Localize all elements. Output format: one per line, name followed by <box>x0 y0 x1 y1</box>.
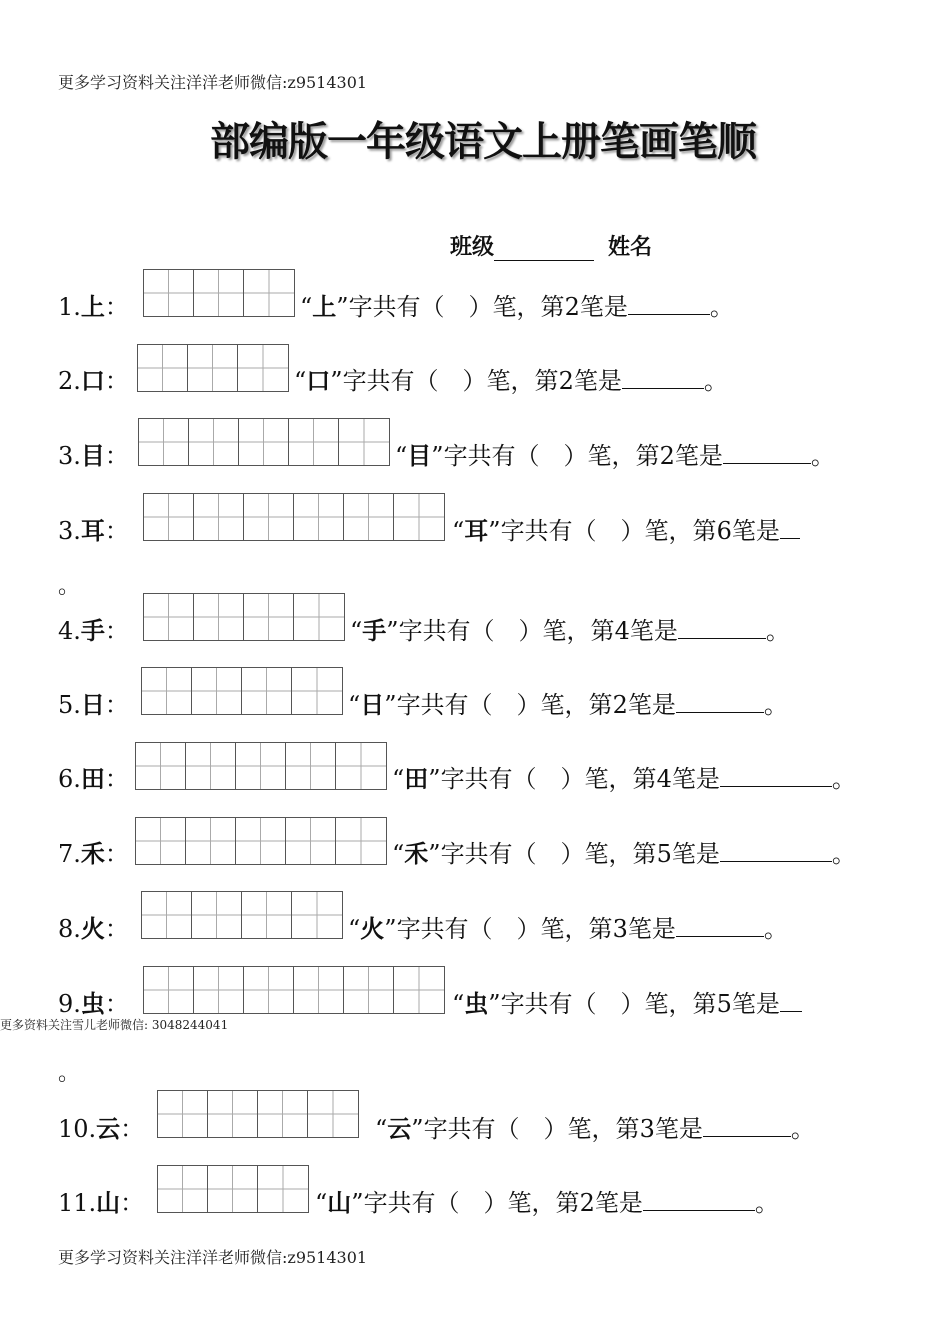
question-char: 云 <box>387 1114 412 1143</box>
end-mark: 。 <box>763 691 788 719</box>
item-char: 虫 <box>80 989 105 1018</box>
quote-open: “ <box>300 293 313 321</box>
quote-close: ” <box>428 840 441 868</box>
grid-cell[interactable] <box>139 419 189 465</box>
stroke-number: 6 <box>716 517 732 545</box>
grid-cell[interactable] <box>294 494 344 540</box>
grid-cell[interactable] <box>144 270 194 316</box>
grid-cell[interactable] <box>236 818 286 864</box>
stroke-number: 5 <box>656 840 672 868</box>
grid-cell[interactable] <box>344 967 394 1013</box>
item-label <box>58 611 129 646</box>
question-part2: 笔是 <box>654 1115 703 1143</box>
grid-cell[interactable] <box>336 818 386 864</box>
quote-close: ” <box>336 293 349 321</box>
grid-cell[interactable] <box>194 967 244 1013</box>
grid-cell[interactable] <box>144 494 194 540</box>
end-mark: 。 <box>831 840 856 868</box>
answer-blank[interactable] <box>720 764 832 787</box>
item-number: 7. <box>58 840 81 868</box>
question-part1: 字共有（ ）笔，第 <box>440 765 657 793</box>
quote-open: “ <box>348 915 361 943</box>
writing-grid[interactable] <box>138 418 390 466</box>
question-part2: 笔是 <box>573 367 622 395</box>
quote-close: ” <box>428 765 441 793</box>
item-char: 火 <box>80 914 105 943</box>
stroke-number: 3 <box>612 915 628 943</box>
item-number: 2. <box>58 367 81 395</box>
grid-cell[interactable] <box>188 345 238 391</box>
quote-close: ” <box>411 1115 424 1143</box>
question-text <box>392 759 856 794</box>
question-text <box>375 1109 815 1144</box>
item-colon: ： <box>104 990 129 1018</box>
stroke-number: 2 <box>564 293 580 321</box>
question-part1: 字共有（ ）笔，第 <box>363 1189 580 1217</box>
question-part1: 字共有（ ）笔，第 <box>348 293 565 321</box>
question-part2: 笔是 <box>674 442 723 470</box>
item-label <box>58 759 129 794</box>
grid-cell[interactable] <box>294 594 344 640</box>
writing-grid[interactable] <box>141 667 343 715</box>
grid-cell[interactable] <box>286 743 336 789</box>
item-label <box>58 1183 144 1218</box>
quote-open: “ <box>350 617 363 645</box>
question-char: 上 <box>312 292 337 321</box>
item-label <box>58 436 129 471</box>
question-part1: 字共有（ ）笔，第 <box>396 691 613 719</box>
stroke-number: 5 <box>716 990 732 1018</box>
question-part1: 字共有（ ）笔，第 <box>440 840 657 868</box>
class-blank[interactable] <box>494 240 594 261</box>
end-mark: 。 <box>58 1061 81 1086</box>
item-char: 上 <box>80 292 105 321</box>
item-colon: ： <box>104 367 129 395</box>
grid-cell[interactable] <box>289 419 339 465</box>
item-label <box>58 361 129 396</box>
grid-cell[interactable] <box>158 1166 208 1212</box>
item-label <box>58 287 129 322</box>
grid-cell[interactable] <box>192 892 242 938</box>
question-part1: 字共有（ ）笔，第 <box>500 517 717 545</box>
stroke-number: 2 <box>659 442 675 470</box>
question-text <box>395 436 835 471</box>
answer-blank[interactable] <box>622 366 704 389</box>
question-char: 目 <box>407 441 432 470</box>
writing-grid[interactable] <box>143 593 345 641</box>
grid-cell[interactable] <box>194 494 244 540</box>
item-colon: ： <box>120 1189 145 1217</box>
question-part2: 笔是 <box>671 765 720 793</box>
question-text <box>452 511 800 546</box>
grid-cell[interactable] <box>158 1091 208 1137</box>
grid-cell[interactable] <box>236 743 286 789</box>
item-colon: ： <box>104 293 129 321</box>
item-number: 6. <box>58 765 81 793</box>
writing-grid[interactable] <box>143 269 295 317</box>
grid-cell[interactable] <box>242 892 292 938</box>
grid-cell[interactable] <box>258 1091 308 1137</box>
item-label <box>58 909 129 944</box>
answer-blank[interactable] <box>723 441 811 464</box>
end-mark: 。 <box>831 765 856 793</box>
question-char: 口 <box>306 366 331 395</box>
quote-open: “ <box>392 765 405 793</box>
grid-cell[interactable] <box>194 270 244 316</box>
item-char: 云 <box>96 1114 121 1143</box>
writing-grid[interactable] <box>157 1165 309 1213</box>
writing-grid[interactable] <box>143 966 445 1014</box>
quote-open: “ <box>392 840 405 868</box>
quote-close: ” <box>488 517 501 545</box>
item-colon: ： <box>104 840 129 868</box>
question-char: 田 <box>404 764 429 793</box>
grid-cell[interactable] <box>186 818 236 864</box>
quote-close: ” <box>488 990 501 1018</box>
quote-close: ” <box>384 691 397 719</box>
grid-cell[interactable] <box>394 967 444 1013</box>
question-text <box>350 611 790 646</box>
question-text <box>452 984 802 1019</box>
item-number: 1. <box>58 293 81 321</box>
name-label: 姓名 <box>608 234 653 260</box>
question-char: 虫 <box>464 989 489 1018</box>
grid-cell[interactable] <box>292 892 342 938</box>
item-char: 口 <box>80 366 105 395</box>
answer-blank[interactable] <box>643 1188 755 1211</box>
end-mark: 。 <box>790 1115 815 1143</box>
stroke-number: 4 <box>656 765 672 793</box>
grid-cell[interactable] <box>144 967 194 1013</box>
item-colon: ： <box>104 765 129 793</box>
end-mark: 。 <box>58 574 81 599</box>
item-label <box>58 984 129 1019</box>
answer-blank[interactable] <box>676 914 764 937</box>
item-number: 10. <box>58 1115 97 1143</box>
writing-grid[interactable] <box>141 891 343 939</box>
end-mark: 。 <box>763 915 788 943</box>
item-label <box>58 834 129 869</box>
item-label <box>58 1109 144 1144</box>
question-char: 火 <box>360 914 385 943</box>
question-part1: 字共有（ ）笔，第 <box>500 990 717 1018</box>
stroke-number: 3 <box>639 1115 655 1143</box>
question-part1: 字共有（ ）笔，第 <box>423 1115 640 1143</box>
item-colon: ： <box>104 915 129 943</box>
footer-note: 更多学习资料关注洋洋老师微信:z9514301 <box>58 1248 368 1267</box>
grid-cell[interactable] <box>394 494 444 540</box>
class-label: 班级 <box>450 234 495 260</box>
header-note: 更多学习资料关注洋洋老师微信:z9514301 <box>58 73 368 92</box>
grid-cell[interactable] <box>339 419 389 465</box>
item-colon: ： <box>120 1115 145 1143</box>
quote-close: ” <box>351 1189 364 1217</box>
question-text <box>300 287 734 322</box>
question-text <box>315 1183 779 1218</box>
question-part2: 笔是 <box>671 840 720 868</box>
writing-grid[interactable] <box>135 817 387 865</box>
answer-blank[interactable] <box>780 989 802 1012</box>
end-mark: 。 <box>703 367 728 395</box>
quote-close: ” <box>431 442 444 470</box>
quote-close: ” <box>384 915 397 943</box>
item-number: 3. <box>58 442 81 470</box>
question-char: 禾 <box>404 839 429 868</box>
grid-cell[interactable] <box>292 668 342 714</box>
stroke-number: 2 <box>612 691 628 719</box>
grid-cell[interactable] <box>258 1166 308 1212</box>
class-name-row <box>450 230 652 261</box>
grid-cell[interactable] <box>144 594 194 640</box>
writing-grid[interactable] <box>137 344 289 392</box>
item-char: 山 <box>96 1188 121 1217</box>
question-part2: 笔是 <box>731 990 780 1018</box>
question-part2: 笔是 <box>731 517 780 545</box>
grid-cell[interactable] <box>244 967 294 1013</box>
item-label <box>58 511 129 546</box>
quote-open: “ <box>294 367 307 395</box>
question-part2: 笔是 <box>594 1189 643 1217</box>
grid-cell[interactable] <box>142 892 192 938</box>
question-text <box>392 834 856 869</box>
writing-grid[interactable] <box>143 493 445 541</box>
item-number: 8. <box>58 915 81 943</box>
question-part1: 字共有（ ）笔，第 <box>398 617 615 645</box>
grid-cell[interactable] <box>138 345 188 391</box>
grid-cell[interactable] <box>136 743 186 789</box>
grid-cell[interactable] <box>286 818 336 864</box>
item-char: 田 <box>80 764 105 793</box>
question-char: 手 <box>362 616 387 645</box>
grid-cell[interactable] <box>242 668 292 714</box>
stroke-number: 4 <box>614 617 630 645</box>
page-title: 部编版一年级语文上册笔画笔顺 <box>210 119 756 165</box>
item-char: 日 <box>80 690 105 719</box>
grid-cell[interactable] <box>142 668 192 714</box>
grid-cell[interactable] <box>192 668 242 714</box>
grid-cell[interactable] <box>244 270 294 316</box>
item-number: 4. <box>58 617 81 645</box>
item-char: 耳 <box>80 516 105 545</box>
question-part1: 字共有（ ）笔，第 <box>396 915 613 943</box>
item-colon: ： <box>104 617 129 645</box>
question-char: 耳 <box>464 516 489 545</box>
end-mark: 。 <box>754 1189 779 1217</box>
writing-grid[interactable] <box>135 742 387 790</box>
end-mark: 。 <box>765 617 790 645</box>
item-char: 禾 <box>80 839 105 868</box>
grid-cell[interactable] <box>344 494 394 540</box>
answer-blank[interactable] <box>720 839 832 862</box>
end-mark: 。 <box>810 442 835 470</box>
side-note: 更多资料关注雪儿老师微信: 3048244041 <box>0 1018 229 1032</box>
grid-cell[interactable] <box>186 743 236 789</box>
end-mark: 。 <box>709 293 734 321</box>
question-text <box>348 685 788 720</box>
item-colon: ： <box>104 517 129 545</box>
quote-open: “ <box>348 691 361 719</box>
item-colon: ： <box>104 442 129 470</box>
answer-blank[interactable] <box>676 690 764 713</box>
grid-cell[interactable] <box>244 494 294 540</box>
grid-cell[interactable] <box>239 419 289 465</box>
grid-cell[interactable] <box>336 743 386 789</box>
answer-blank[interactable] <box>678 616 766 639</box>
quote-open: “ <box>375 1115 388 1143</box>
item-char: 手 <box>80 616 105 645</box>
quote-open: “ <box>452 517 465 545</box>
grid-cell[interactable] <box>189 419 239 465</box>
grid-cell[interactable] <box>238 345 288 391</box>
answer-blank[interactable] <box>628 292 710 315</box>
stroke-number: 2 <box>579 1189 595 1217</box>
stroke-number: 2 <box>558 367 574 395</box>
grid-cell[interactable] <box>208 1091 258 1137</box>
question-part2: 笔是 <box>579 293 628 321</box>
grid-cell[interactable] <box>194 594 244 640</box>
quote-close: ” <box>386 617 399 645</box>
grid-cell[interactable] <box>294 967 344 1013</box>
question-text <box>294 361 728 396</box>
item-number: 9. <box>58 990 81 1018</box>
grid-cell[interactable] <box>136 818 186 864</box>
quote-open: “ <box>315 1189 328 1217</box>
quote-open: “ <box>395 442 408 470</box>
question-char: 山 <box>327 1188 352 1217</box>
item-colon: ： <box>104 691 129 719</box>
question-part2: 笔是 <box>629 617 678 645</box>
item-number: 11. <box>58 1189 97 1217</box>
grid-cell[interactable] <box>208 1166 258 1212</box>
answer-blank[interactable] <box>703 1114 791 1137</box>
question-part1: 字共有（ ）笔，第 <box>342 367 559 395</box>
item-label <box>58 685 129 720</box>
writing-grid[interactable] <box>157 1090 359 1138</box>
item-char: 目 <box>80 441 105 470</box>
quote-open: “ <box>452 990 465 1018</box>
grid-cell[interactable] <box>308 1091 358 1137</box>
question-part1: 字共有（ ）笔，第 <box>443 442 660 470</box>
question-part2: 笔是 <box>627 915 676 943</box>
item-number: 5. <box>58 691 81 719</box>
question-text <box>348 909 788 944</box>
question-part2: 笔是 <box>627 691 676 719</box>
answer-blank[interactable] <box>780 516 800 539</box>
item-number: 3. <box>58 517 81 545</box>
quote-close: ” <box>330 367 343 395</box>
question-char: 日 <box>360 690 385 719</box>
grid-cell[interactable] <box>244 594 294 640</box>
